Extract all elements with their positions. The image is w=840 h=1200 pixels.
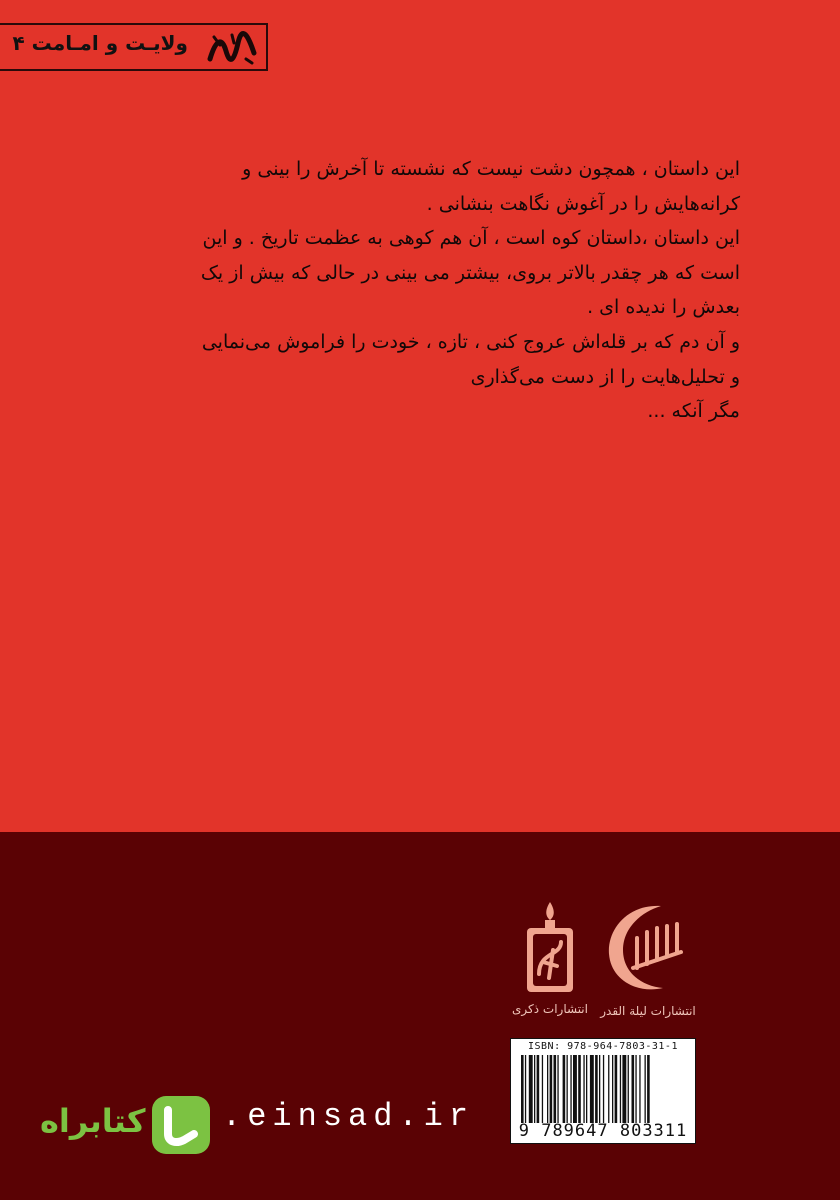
publisher-zekra xyxy=(508,900,592,1016)
ketabrah-label: کتابراه xyxy=(40,1102,146,1140)
isbn-label: ISBN: 978-964-7803-31-1 xyxy=(528,1041,678,1052)
publisher-laylat-al-qadr xyxy=(592,898,704,1018)
blurb-paragraph: و آن دم که بر قله‌اش عروج کنی ، تازه ، خودت را فراموش می‌نمایی و تحلیل‌هایت را از دست می‌گذاری xyxy=(201,330,740,388)
back-cover-blurb xyxy=(200,152,740,429)
series-header xyxy=(0,23,268,71)
ketabrah-logo-icon xyxy=(150,1094,212,1156)
crescent-moon-logo-icon xyxy=(601,898,695,996)
calligraphy-logo-icon xyxy=(204,29,260,67)
blurb-paragraph: این داستان ، همچون دشت نیست که نشسته تا آخرش را بینی و کرانه‌هایش را در آغوش نگاهت بنشانی . xyxy=(242,158,740,215)
blurb-paragraph: مگر آنکه ... xyxy=(647,400,740,423)
zekra-lamp-logo-icon xyxy=(523,900,577,996)
series-label: ولایـت و امـامت ۴ xyxy=(12,31,188,55)
publisher-name: انتشارات لیلة القدر xyxy=(600,1004,696,1018)
barcode-bars xyxy=(521,1055,687,1123)
isbn-barcode xyxy=(510,1038,696,1144)
cover-bottom-panel xyxy=(0,832,840,1200)
barcode-digits: 9 789647 803311 xyxy=(518,1121,688,1141)
publisher-name: انتشارات ذکری xyxy=(512,1002,588,1016)
website-url[interactable]: .einsad.ir xyxy=(222,1098,475,1135)
blurb-paragraph: این داستان ،داستان کوه است ، آن هم کوهی به عظمت تاریخ . و این است که هر چقدر بالاتر بروی، بیشتر می بینی در حالی که بیش از یک بعدش را ندیده ای . xyxy=(200,227,740,319)
